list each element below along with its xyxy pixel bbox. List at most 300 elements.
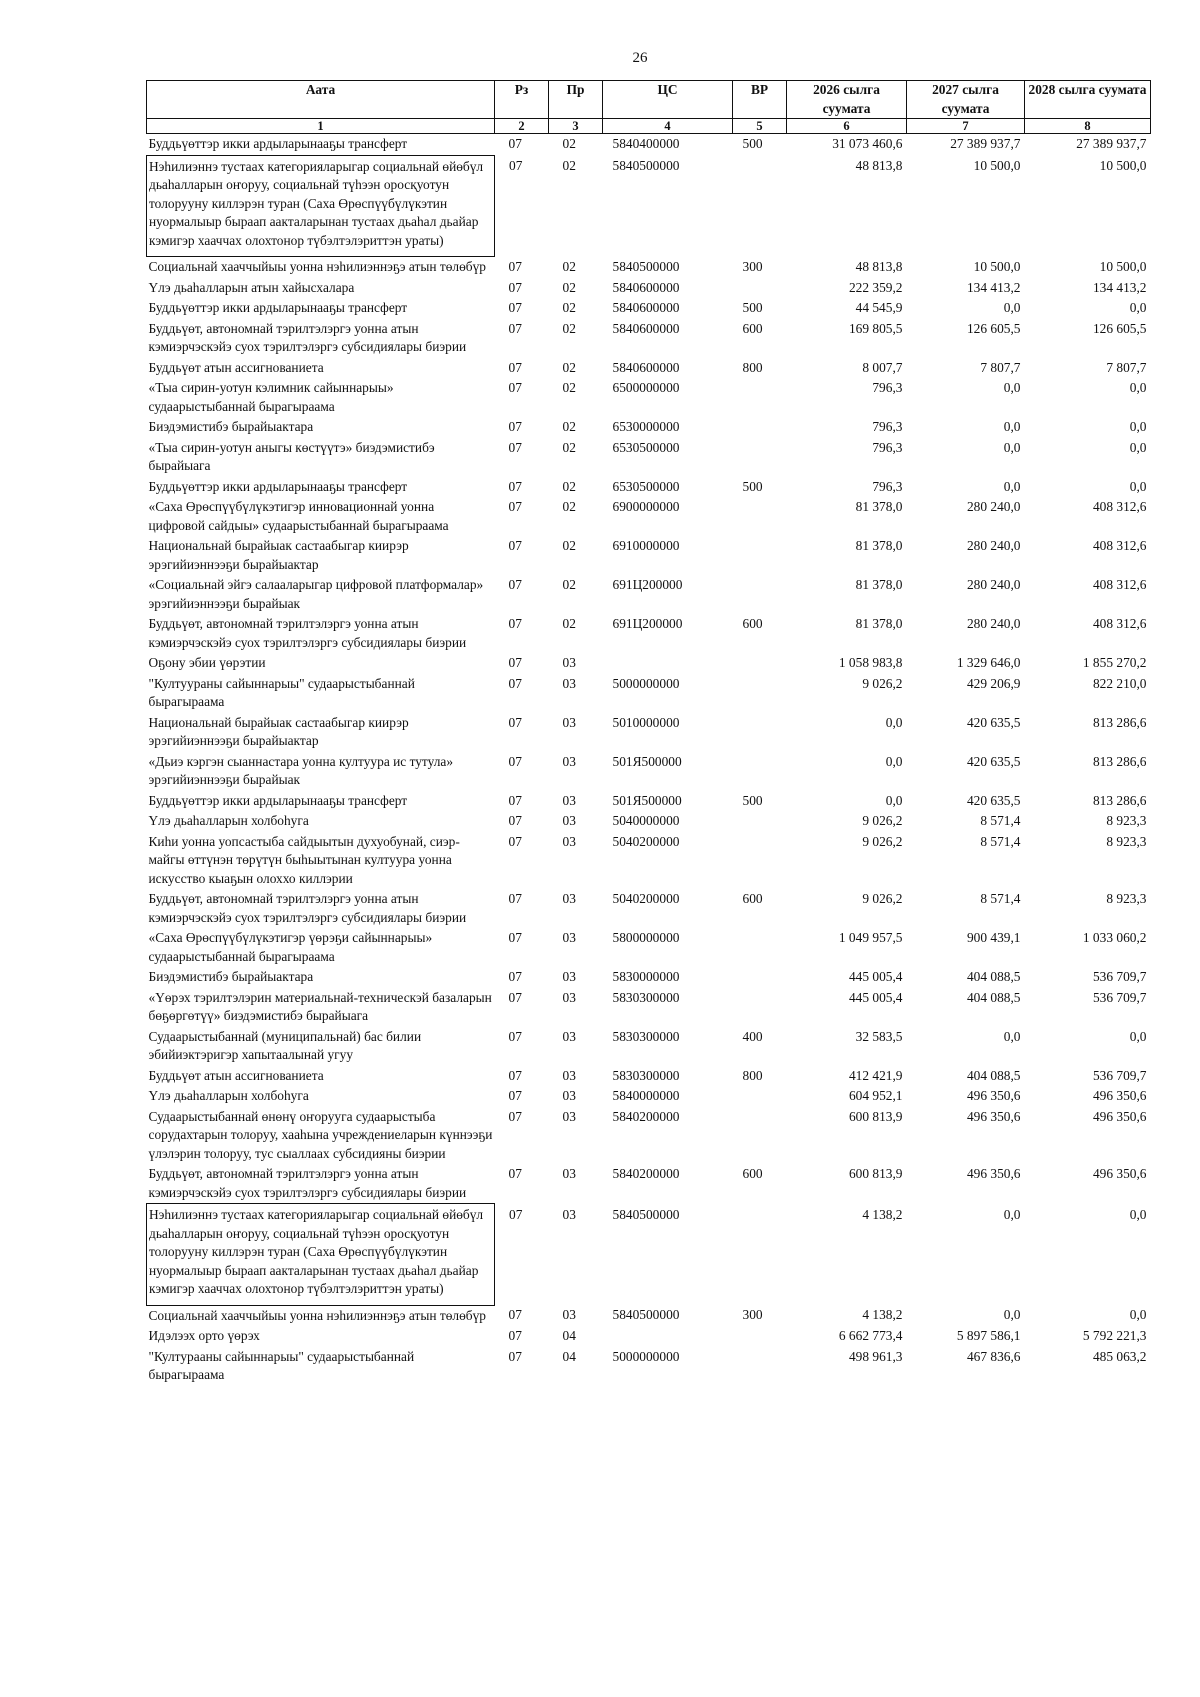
column-number: 5 — [733, 119, 787, 134]
row-amount-2027: 0,0 — [1003, 300, 1021, 315]
row-name: Социальнай хааччыйыы уонна нэһилиэннэҕэ атын төлөбүр — [148, 1307, 486, 1323]
row-amount-2028: 0,0 — [1129, 1206, 1147, 1222]
row-rz: 07 — [508, 675, 522, 691]
row-amount-2028: 0,0 — [1129, 300, 1147, 315]
row-amount-2027: 0,0 — [1003, 439, 1021, 455]
row-amount-2026: 6 662 773,4 — [838, 1328, 903, 1343]
row-cs: 6910000000 — [612, 538, 680, 553]
table-row — [147, 278, 1151, 299]
row-vr — [733, 497, 787, 536]
row-amount-2028: 27 389 937,7 — [1076, 136, 1147, 151]
row-amount-2028: 408 312,6 — [1092, 538, 1147, 553]
table-row — [147, 832, 1151, 890]
row-pr: 03 — [562, 891, 576, 906]
row-amount-2026: 9 026,2 — [862, 891, 903, 906]
row-rz: 07 — [508, 891, 522, 906]
row-cs: 5040200000 — [612, 891, 680, 906]
row-amount-2026: 32 583,5 — [855, 1028, 903, 1044]
row-name: «Тыа сирин-уотун кэлимник сайыннарыы» судаарыстыбаннай бырагыраама — [148, 380, 394, 414]
row-cs: 5830300000 — [612, 1067, 680, 1083]
row-amount-2027: 1 329 646,0 — [956, 655, 1021, 670]
row-pr: 02 — [562, 300, 576, 315]
row-vr — [733, 1326, 787, 1347]
row-amount-2027: 280 240,0 — [966, 538, 1021, 553]
row-pr: 02 — [562, 136, 576, 151]
row-cs: 5840200000 — [612, 1108, 680, 1124]
row-amount-2026: 222 359,2 — [848, 279, 903, 295]
table-body — [147, 134, 1151, 1386]
row-pr: 02 — [562, 279, 576, 295]
header-2028: 2028 сылга суумата — [1025, 81, 1151, 119]
row-rz: 07 — [508, 380, 522, 395]
table-row — [147, 811, 1151, 832]
row-cs: 5000000000 — [612, 675, 680, 691]
row-cs — [603, 653, 733, 674]
row-pr: 03 — [562, 1307, 576, 1322]
row-amount-2028: 408 312,6 — [1092, 616, 1147, 631]
header-vr: ВР — [733, 81, 787, 119]
row-amount-2026: 1 058 983,8 — [838, 655, 903, 670]
row-cs: 5840000000 — [612, 1088, 680, 1103]
row-rz: 07 — [508, 577, 522, 592]
row-rz: 07 — [508, 813, 522, 828]
row-amount-2027: 420 635,5 — [966, 792, 1021, 808]
table-row — [147, 378, 1151, 417]
row-cs: 5040000000 — [612, 813, 680, 828]
row-amount-2026: 169 805,5 — [848, 320, 903, 336]
row-rz: 07 — [508, 714, 522, 730]
row-vr — [733, 417, 787, 438]
table-row — [147, 1305, 1151, 1326]
row-pr: 02 — [562, 258, 576, 274]
row-vr — [733, 1107, 787, 1165]
row-vr: 500 — [742, 136, 763, 151]
row-pr: 02 — [562, 380, 576, 395]
row-name: Национальнай бырайыак састаабыгар киирэр эрэгийиэннээҕи бырайыактар — [148, 714, 409, 748]
row-amount-2028: 10 500,0 — [1099, 258, 1147, 274]
row-amount-2028: 408 312,6 — [1092, 577, 1147, 592]
row-rz: 07 — [508, 792, 522, 808]
row-name: Буддьүөттэр икки ардыларынааҕы трансферт — [148, 136, 408, 151]
table-row — [147, 155, 1151, 257]
row-pr: 03 — [562, 930, 576, 945]
row-rz: 07 — [508, 499, 522, 514]
row-name: Буддьүөт, автономнай тэрилтэлэргэ уонна атын кэмиэрчэскэйэ суох тэрилтэлэргэ субсидиялары биэрии — [148, 320, 467, 354]
row-amount-2027: 420 635,5 — [966, 714, 1021, 730]
column-number: 2 — [495, 119, 549, 134]
row-vr: 500 — [742, 300, 763, 315]
row-pr: 04 — [562, 1328, 576, 1343]
row-amount-2026: 600 813,9 — [848, 1166, 903, 1181]
row-cs: 5800000000 — [612, 930, 680, 945]
row-cs: 5830300000 — [612, 989, 680, 1005]
row-amount-2027: 8 571,4 — [980, 833, 1021, 849]
row-name: Үлэ дьаһалларын холбоһуга — [148, 1088, 309, 1103]
row-pr: 02 — [562, 419, 576, 434]
row-rz: 07 — [508, 359, 522, 375]
row-amount-2028: 536 709,7 — [1092, 969, 1147, 984]
row-name: Буддьүөттэр икки ардыларынааҕы трансферт — [148, 300, 408, 315]
row-name: Оҕону эбии үөрэтии — [148, 655, 266, 670]
row-name: Буддьүөт, автономнай тэрилтэлэргэ уонна атын кэмиэрчэскэйэ суох тэрилтэлэргэ субсидиялары биэрии — [148, 616, 467, 650]
row-rz: 07 — [508, 136, 522, 151]
row-vr — [733, 752, 787, 791]
row-name: Киһи уонна уопсастыба сайдыытын духуобунай, сиэр-майгы өттүнэн төрүтүн быһыытынан култуура уонна искусство кыаҕын олоххо киллэрии — [148, 833, 460, 886]
row-vr — [733, 155, 787, 257]
row-vr: 500 — [742, 478, 763, 494]
table-row — [147, 653, 1151, 674]
row-vr: 400 — [742, 1028, 763, 1044]
row-cs: 691Ц200000 — [612, 616, 683, 631]
row-cs: 5840600000 — [612, 359, 680, 375]
row-cs: 5000000000 — [612, 1348, 680, 1364]
row-amount-2027: 0,0 — [1003, 1028, 1021, 1044]
table-row — [147, 257, 1151, 278]
row-cs: 6500000000 — [612, 380, 680, 395]
row-cs: 5830300000 — [612, 1028, 680, 1044]
row-amount-2027: 126 605,5 — [966, 320, 1021, 336]
row-amount-2028: 8 923,3 — [1106, 891, 1147, 906]
column-number: 7 — [907, 119, 1025, 134]
row-vr — [733, 653, 787, 674]
table-row — [147, 713, 1151, 752]
row-amount-2026: 8 007,7 — [862, 359, 903, 375]
row-amount-2028: 496 350,6 — [1092, 1088, 1147, 1103]
table-row — [147, 988, 1151, 1027]
row-cs: 5040200000 — [612, 833, 680, 849]
row-amount-2026: 81 378,0 — [855, 616, 903, 631]
row-amount-2026: 44 545,9 — [855, 300, 903, 315]
row-amount-2028: 126 605,5 — [1092, 320, 1147, 336]
row-rz: 07 — [508, 1328, 522, 1343]
row-amount-2027: 900 439,1 — [966, 930, 1021, 945]
row-cs: 5840500000 — [612, 1206, 680, 1222]
row-name: Биэдэмистибэ бырайыактара — [148, 969, 314, 984]
row-amount-2027: 0,0 — [1003, 1307, 1021, 1322]
row-name: Буддьүөт, автономнай тэрилтэлэргэ уонна атын кэмиэрчэскэйэ суох тэрилтэлэргэ субсидиялары биэрии — [148, 891, 467, 925]
row-cs: 691Ц200000 — [612, 577, 683, 592]
row-pr: 02 — [562, 538, 576, 553]
row-cs: 6530500000 — [612, 439, 680, 455]
row-amount-2027: 404 088,5 — [966, 989, 1021, 1005]
table-row — [147, 674, 1151, 713]
row-amount-2027: 8 571,4 — [980, 813, 1021, 828]
row-pr: 02 — [562, 577, 576, 592]
row-pr: 02 — [562, 478, 576, 494]
row-vr — [733, 575, 787, 614]
row-amount-2028: 813 286,6 — [1092, 792, 1147, 808]
row-pr: 03 — [562, 969, 576, 984]
row-amount-2026: 0,0 — [885, 792, 903, 808]
column-number: 3 — [549, 119, 603, 134]
row-rz: 07 — [508, 439, 522, 455]
row-amount-2028: 0,0 — [1129, 1028, 1147, 1044]
row-vr — [733, 536, 787, 575]
row-amount-2026: 796,3 — [872, 478, 903, 494]
row-amount-2026: 498 961,3 — [848, 1348, 903, 1364]
table-row — [147, 417, 1151, 438]
row-pr: 02 — [562, 158, 576, 173]
table-row — [147, 1027, 1151, 1066]
row-amount-2028: 536 709,7 — [1092, 989, 1147, 1005]
header-aata: Аата — [147, 81, 495, 119]
row-vr — [733, 967, 787, 988]
row-amount-2028: 7 807,7 — [1106, 359, 1147, 375]
table-row — [147, 1204, 1151, 1306]
row-rz: 07 — [509, 1206, 523, 1222]
row-vr — [733, 928, 787, 967]
row-name: "Култуураны сайыннарыы" судаарыстыбаннай бырагыраама — [148, 675, 415, 709]
row-pr: 03 — [562, 1067, 576, 1083]
row-rz: 07 — [508, 930, 522, 945]
row-rz: 07 — [508, 320, 522, 336]
row-pr: 02 — [562, 499, 576, 514]
row-vr: 500 — [742, 792, 763, 808]
row-amount-2026: 1 049 957,5 — [838, 930, 903, 945]
row-vr: 600 — [742, 320, 763, 336]
row-cs: 5840500000 — [612, 158, 680, 173]
row-amount-2028: 0,0 — [1129, 1307, 1147, 1322]
row-cs — [603, 1326, 733, 1347]
row-amount-2027: 134 413,2 — [966, 279, 1021, 295]
header-row — [147, 81, 1151, 119]
column-number: 1 — [147, 119, 495, 134]
row-name: «Саха Өрөспүүбүлүкэтигэр үөрэҕи сайыннарыы» судаарыстыбаннай бырагыраама — [148, 930, 433, 964]
row-amount-2028: 1 855 270,2 — [1082, 655, 1147, 670]
row-name: Буддьүөттэр икки ардыларынааҕы трансферт — [148, 792, 408, 808]
row-rz: 07 — [508, 1307, 522, 1322]
row-pr: 03 — [562, 714, 576, 730]
row-amount-2027: 8 571,4 — [980, 891, 1021, 906]
row-amount-2027: 0,0 — [1003, 478, 1021, 494]
row-vr — [733, 378, 787, 417]
row-amount-2027: 280 240,0 — [966, 616, 1021, 631]
row-rz: 07 — [508, 989, 522, 1005]
row-cs: 5840200000 — [612, 1166, 680, 1181]
table-row — [147, 889, 1151, 928]
row-pr: 03 — [562, 1108, 576, 1124]
row-vr — [733, 1086, 787, 1107]
row-rz: 07 — [508, 538, 522, 553]
row-amount-2026: 796,3 — [872, 419, 903, 434]
row-vr: 300 — [742, 1307, 763, 1322]
table-row — [147, 1086, 1151, 1107]
column-number: 8 — [1025, 119, 1151, 134]
table-row — [147, 134, 1151, 156]
row-rz: 07 — [508, 1067, 522, 1083]
row-amount-2027: 0,0 — [1003, 380, 1021, 395]
row-amount-2026: 9 026,2 — [862, 833, 903, 849]
table-row — [147, 928, 1151, 967]
row-vr — [733, 674, 787, 713]
row-cs: 6530500000 — [612, 478, 680, 494]
row-name: Нэһилиэннэ тустаах категорияларыгар социальнай өйөбүл дьаһалларын оҥоруу, социальнай түһээн оросқуотун толорууну киллэрэн туран (Саха Өрөспүүбүлүкэтин нуормалыыр быраап аакталарынан тустаах дьаһал дьайар кэмигэр хааччах олохтонор түбэлтэлэриттэн ураты) — [147, 155, 495, 257]
row-vr — [733, 1347, 787, 1386]
row-name: Биэдэмистибэ бырайыактара — [148, 419, 314, 434]
row-pr: 03 — [562, 1028, 576, 1044]
row-amount-2027: 429 206,9 — [966, 675, 1021, 691]
row-amount-2027: 27 389 937,7 — [950, 136, 1021, 151]
table-row — [147, 614, 1151, 653]
row-amount-2027: 404 088,5 — [966, 969, 1021, 984]
row-amount-2027: 496 350,6 — [966, 1108, 1021, 1124]
row-cs: 5840500000 — [612, 1307, 680, 1322]
row-amount-2027: 0,0 — [1003, 419, 1021, 434]
row-cs: 501Я500000 — [612, 753, 682, 769]
row-rz: 07 — [508, 419, 522, 434]
header-2027: 2027 сылга суумата — [907, 81, 1025, 119]
row-amount-2028: 0,0 — [1129, 380, 1147, 395]
row-vr: 300 — [742, 258, 763, 274]
row-vr — [733, 278, 787, 299]
row-rz: 07 — [508, 1108, 522, 1124]
row-name: «Үөрэх тэрилтэлэрин материальнай-техническэй базаларын бөҕөргөтүү» биэдэмистибэ бырайыага — [148, 989, 492, 1023]
row-cs: 5840600000 — [612, 320, 680, 336]
row-rz: 07 — [508, 478, 522, 494]
row-name: «Саха Өрөспүүбүлүкэтигэр инновационнай уонна цифровой сайдыы» судаарыстыбаннай бырагыраама — [148, 499, 449, 533]
header-cs: ЦС — [603, 81, 733, 119]
row-pr: 03 — [562, 1206, 576, 1222]
row-rz: 07 — [508, 969, 522, 984]
row-amount-2028: 496 350,6 — [1092, 1166, 1147, 1181]
row-pr: 03 — [562, 833, 576, 849]
row-amount-2026: 81 378,0 — [855, 538, 903, 553]
row-amount-2027: 496 350,6 — [966, 1088, 1021, 1103]
row-amount-2028: 813 286,6 — [1092, 753, 1147, 769]
table-row — [147, 319, 1151, 358]
row-cs: 5840600000 — [612, 279, 680, 295]
table-row — [147, 438, 1151, 477]
row-rz: 07 — [508, 258, 522, 274]
row-rz: 07 — [508, 1348, 522, 1364]
row-rz: 07 — [508, 1028, 522, 1044]
row-pr: 02 — [562, 616, 576, 631]
row-amount-2028: 10 500,0 — [1099, 158, 1147, 173]
table-row — [147, 575, 1151, 614]
row-amount-2027: 10 500,0 — [973, 258, 1021, 274]
row-rz: 07 — [509, 158, 523, 173]
row-name: Буддьүөт атын ассигнованиета — [148, 1067, 324, 1083]
row-vr: 600 — [742, 616, 763, 631]
row-name: Нэһилиэннэ тустаах категорияларыгар социальнай өйөбүл дьаһалларын оҥоруу, социальнай түһээн оросқуотун толорууну киллэрэн туран (Саха Өрөспүүбүлүкэтин нуормалыыр быраап аакталарынан тустаах дьаһал дьайар кэмигэр хааччах олохтонор түбэлтэлэриттэн ураты) — [147, 1204, 495, 1306]
row-vr: 600 — [742, 1166, 763, 1181]
header-2026: 2026 сылга суумата — [787, 81, 907, 119]
column-number-row — [147, 119, 1151, 134]
row-amount-2026: 604 952,1 — [848, 1088, 903, 1103]
row-name: «Дьиэ кэргэн сыаннастара уонна култуура ис тутула» эрэгийиэннээҕи бырайыак — [148, 753, 454, 787]
row-amount-2026: 48 813,8 — [855, 258, 903, 274]
row-pr: 02 — [562, 439, 576, 455]
row-rz: 07 — [508, 833, 522, 849]
row-amount-2026: 81 378,0 — [855, 499, 903, 514]
row-amount-2026: 48 813,8 — [855, 158, 903, 173]
table-row — [147, 1326, 1151, 1347]
row-name: Буддьүөт, автономнай тэрилтэлэргэ уонна атын кэмиэрчэскэйэ суох тэрилтэлэргэ субсидиялары биэрии — [148, 1166, 467, 1200]
row-amount-2028: 5 792 221,3 — [1082, 1328, 1147, 1343]
header-pr: Пр — [549, 81, 603, 119]
row-amount-2026: 9 026,2 — [862, 813, 903, 828]
row-cs: 5830000000 — [612, 969, 680, 984]
row-vr: 800 — [742, 1067, 763, 1083]
row-vr: 800 — [742, 359, 763, 375]
row-pr: 02 — [562, 320, 576, 336]
row-cs: 501Я500000 — [612, 792, 682, 808]
row-pr: 04 — [562, 1348, 576, 1364]
row-amount-2028: 1 033 060,2 — [1082, 930, 1147, 945]
table-row — [147, 477, 1151, 498]
table-row — [147, 1164, 1151, 1204]
row-amount-2028: 496 350,6 — [1092, 1108, 1147, 1124]
row-name: Судаарыстыбаннай (муниципальнай) бас билии эбийиэктэригэр хапытаалынай угуу — [148, 1028, 422, 1062]
row-amount-2026: 0,0 — [885, 714, 903, 730]
row-amount-2028: 408 312,6 — [1092, 499, 1147, 514]
row-cs: 5010000000 — [612, 714, 680, 730]
row-amount-2027: 280 240,0 — [966, 499, 1021, 514]
row-amount-2027: 10 500,0 — [973, 158, 1021, 173]
table-row — [147, 298, 1151, 319]
row-amount-2026: 9 026,2 — [862, 675, 903, 691]
row-name: Үлэ дьаһалларын атын хайысхалара — [148, 279, 355, 295]
row-amount-2028: 813 286,6 — [1092, 714, 1147, 730]
table-row — [147, 967, 1151, 988]
row-vr — [733, 832, 787, 890]
row-rz: 07 — [508, 300, 522, 315]
row-amount-2026: 796,3 — [872, 380, 903, 395]
row-cs: 5840600000 — [612, 300, 680, 315]
table-row — [147, 791, 1151, 812]
row-pr: 03 — [562, 989, 576, 1005]
row-name: Судаарыстыбаннай өнөнү оҥорууга судаарыстыба сорудахтарын толоруу, хааһына учреждениеларын күннээҕи үлэлэрин толоруу, тус сыаллаах субсидияны биэрии — [148, 1108, 493, 1161]
row-pr: 02 — [562, 359, 576, 375]
row-pr: 03 — [562, 753, 576, 769]
row-amount-2026: 412 421,9 — [848, 1067, 903, 1083]
row-amount-2027: 7 807,7 — [980, 359, 1021, 375]
row-vr: 600 — [742, 891, 763, 906]
table-row — [147, 1347, 1151, 1386]
column-number: 4 — [603, 119, 733, 134]
row-name: Социальнай хааччыйыы уонна нэһилиэннэҕэ атын төлөбүр — [148, 259, 486, 274]
row-amount-2027: 404 088,5 — [966, 1067, 1021, 1083]
row-vr — [733, 713, 787, 752]
row-vr — [733, 438, 787, 477]
row-amount-2027: 5 897 586,1 — [956, 1328, 1021, 1343]
budget-table — [146, 80, 1151, 1386]
row-rz: 07 — [508, 655, 522, 670]
row-amount-2027: 0,0 — [1003, 1206, 1021, 1222]
row-amount-2027: 467 836,6 — [966, 1348, 1021, 1364]
row-amount-2028: 0,0 — [1129, 439, 1147, 455]
row-name: "Културааны сайыннарыы" судаарыстыбаннай бырагыраама — [148, 1348, 415, 1382]
row-amount-2027: 496 350,6 — [966, 1166, 1021, 1181]
row-pr: 03 — [562, 792, 576, 808]
row-rz: 07 — [508, 1088, 522, 1103]
table-row — [147, 1066, 1151, 1087]
row-amount-2026: 0,0 — [885, 753, 903, 769]
row-name: Идэлээх орто үөрэх — [148, 1328, 260, 1343]
row-amount-2028: 8 923,3 — [1106, 833, 1147, 849]
row-rz: 07 — [508, 1166, 522, 1181]
row-pr: 03 — [562, 655, 576, 670]
table-row — [147, 1107, 1151, 1165]
row-amount-2028: 822 210,0 — [1092, 675, 1147, 691]
row-amount-2028: 485 063,2 — [1092, 1348, 1147, 1364]
column-number: 6 — [787, 119, 907, 134]
row-amount-2028: 134 413,2 — [1092, 279, 1147, 295]
row-vr — [733, 1204, 787, 1306]
row-rz: 07 — [508, 279, 522, 295]
row-amount-2026: 445 005,4 — [848, 989, 903, 1005]
row-amount-2027: 280 240,0 — [966, 577, 1021, 592]
